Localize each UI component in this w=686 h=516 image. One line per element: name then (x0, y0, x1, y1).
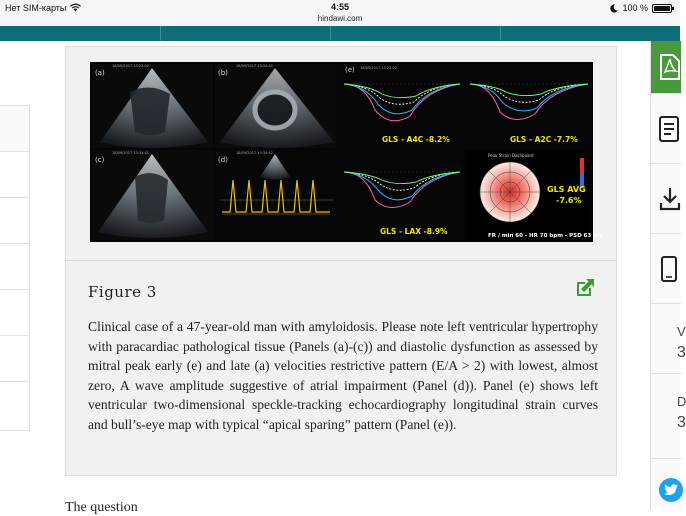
status-right (610, 3, 672, 13)
panel-c (92, 150, 213, 240)
mobile-icon (660, 255, 678, 283)
metric-label-views: V (677, 324, 686, 339)
left-tab[interactable] (0, 336, 29, 382)
panel-label-c: (c) (95, 156, 105, 164)
gls-lax-label: GLS - LAX -8.9% (380, 227, 448, 236)
battery-percent: 100 % (622, 3, 648, 13)
panel-label-e: (e) (345, 66, 355, 74)
timestamp-b: 18/09/2017 13:34:41 (236, 64, 274, 68)
battery-icon (652, 4, 672, 13)
left-tab[interactable] (0, 382, 29, 428)
open-external-icon[interactable] (574, 277, 596, 299)
sidebar-pdf-button[interactable] (651, 41, 681, 94)
sidebar-mobile-button[interactable] (651, 234, 681, 304)
metric-label-downloads: D (677, 394, 686, 409)
left-tab[interactable] (0, 290, 29, 336)
timestamp-c: 18/09/2017 13:34:41 (112, 151, 150, 155)
gls-avg-label: GLS AVG (547, 185, 586, 194)
panel-label-a: (a) (95, 69, 105, 77)
bullseye-title: Peak Strain Dashboard (488, 153, 534, 158)
panel-label-b: (b) (218, 69, 228, 77)
timestamp-d: 18/09/2017 13:34:42 (236, 151, 274, 155)
carrier-label: Нет SIM-карты (5, 3, 67, 13)
address-bar-url[interactable]: hindawi.com (317, 14, 363, 23)
left-tab[interactable] (0, 106, 29, 152)
panel-b (215, 64, 336, 148)
left-tab[interactable] (0, 152, 29, 198)
left-tab-column (0, 105, 30, 431)
clock: 4:55 (330, 2, 349, 12)
gls-a4c-label: GLS - A4C -8.2% (382, 135, 450, 144)
figure-divider (66, 260, 616, 261)
metric-value-downloads: 3 (677, 414, 686, 431)
timestamp-e: 18/09/2017 13:22:02 (360, 66, 398, 70)
figure-title: Figure 3 (88, 283, 157, 301)
figure-image[interactable] (90, 62, 603, 242)
echo-figure-graphic (90, 62, 603, 242)
twitter-share-button[interactable] (659, 478, 683, 502)
article-icon (659, 116, 679, 142)
gls-a2c-label: GLS - A2C -7.7% (510, 135, 578, 144)
figure-caption: Clinical case of a 47-year-old man with amyloidosis. Please note left ventricular hypertrophy with paracardiac pathological tissue (Panels (a)-(c)) and diastolic dysfunction as assessed by mitral peak early (e) and late (a) velocities restrictive pattern (E/A > 2) with lowest, almost zero, A wave amplitude suggestive of atrial impairment (Panel (d)). Panel (e) shows left ventricular two-dimensional speckle-tracking echocardiography longitudinal strain curves and bull’s-eye map with typical “apical sparing” pattern (Panel (e)). (88, 319, 598, 432)
left-tab[interactable] (0, 244, 29, 290)
left-tab[interactable] (0, 198, 29, 244)
sidebar-metric-downloads[interactable] (651, 374, 686, 459)
panel-d (215, 150, 336, 240)
status-bar (0, 0, 680, 26)
metric-value-views: 3 (677, 344, 686, 361)
gls-avg-value: -7.6% (556, 196, 582, 205)
panel-label-d: (d) (218, 156, 228, 164)
panel-e (338, 64, 603, 240)
sidebar-download-button[interactable] (651, 164, 681, 234)
right-sidebar (650, 41, 686, 510)
figure-card (65, 46, 617, 476)
timestamp-a: 18/09/2017 13:22:02 (112, 64, 150, 68)
sidebar-article-button[interactable] (651, 94, 681, 164)
pdf-icon (659, 53, 681, 81)
next-section-heading: The question (65, 500, 138, 515)
panel-a (92, 64, 213, 148)
twitter-icon (664, 484, 678, 496)
sidebar-metric-views[interactable] (651, 304, 686, 374)
site-header-band (0, 26, 680, 41)
download-icon (659, 187, 681, 211)
moon-icon (610, 4, 618, 13)
strain-footer: FR / min 60 - HR 70 bpm - PSD 63 ms (488, 233, 603, 239)
